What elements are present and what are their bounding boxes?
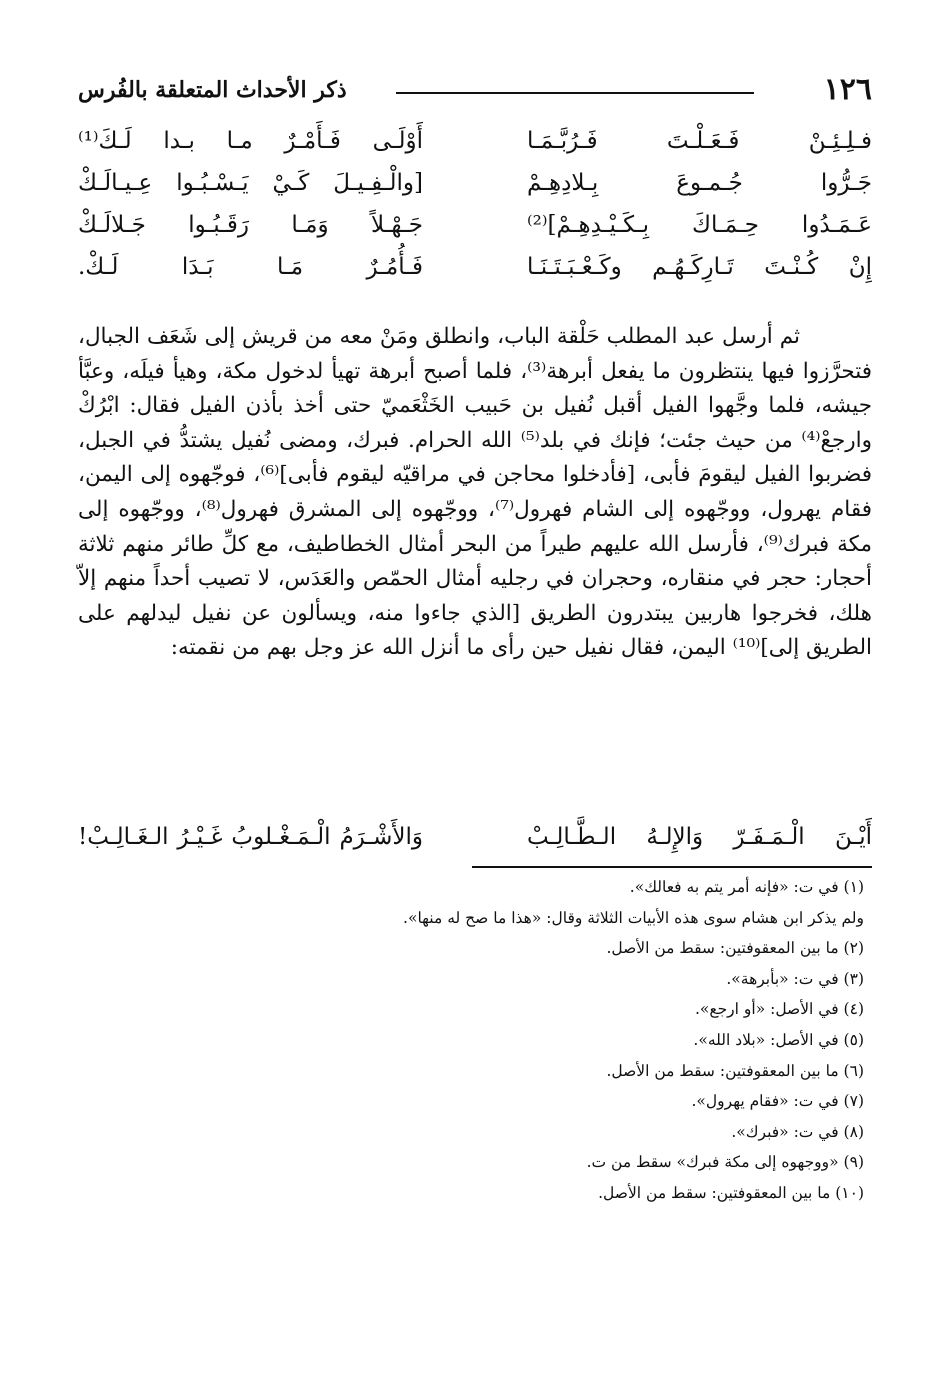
page-header [78, 70, 872, 110]
hemistich-first: فـلِـئِـنْ فَـعَـلْـتَ فَـرُبَّـمَـا [527, 128, 872, 154]
main-text [78, 320, 872, 666]
footnote-separator [472, 866, 872, 868]
footnote: (٣) في ت: «بأبرهة». [726, 969, 864, 988]
hemistich-second: أَوْلَـى فَـأَمْـرٌ مـا بـدا لَـكَ⁽¹⁾ [78, 128, 423, 154]
poem-verse [78, 246, 872, 288]
footnote: (٤) في الأصل: «أو ارجع». [694, 1000, 864, 1019]
paragraph: ثم أرسل عبد المطلب حَلْقة الباب، وانطلق ومَنْ معه من قريش إلى شَعَف الجبال، فتحرَّزوا فيها ينتظرون ما يفعل أبرهة⁽³⁾، فلما أصبح أبرهة تهيأ لدخول مكة، وهيأ فيلَه، وعبَّأ جيشه، فلما وجَّهوا الفيل أقبل نُفيل بن حَبيب الخَثْعَميّ حتى أخذ بأذن الفيل فقال: ابْرُكْ وارجعْ⁽⁴⁾ من حيث جئت؛ فإنك في بلد⁽⁵⁾ الله الحرام. فبرك، ومضى نُفيل يشتدُّ في الجبل، فضربوا الفيل ليقومَ فأبى، [فأدخلوا محاجن في مراقيّه ليقوم فأبى]⁽⁶⁾، فوجّهوه إلى اليمن، فقام يهرول، ووجّهوه إلى الشام فهرول⁽⁷⁾، ووجّهوه إلى المشرق فهرول⁽⁸⁾، ووجّهوه إلى مكة فبرك⁽⁹⁾، فأرسل الله عليهم طيراً من البحر أمثال الخطاطيف، مع كلِّ طائر منهم ثلاثة أحجار: حجر في منقاره، وحجران في رجليه أمثال الحمّص والعَدَس، لا تصيب أحداً منهم إلاّ هلك، فخرجوا هاربين يبتدرون الطريق [الذي جاءوا منه، ويسألون عن نفيل ليدلهم على الطريق إلى]⁽¹⁰⁾ اليمن، فقال نفيل حين رأى ما أنزل الله عز وجل بهم من نقمته: [78, 324, 872, 661]
page-number: ١٢٦ [823, 72, 872, 107]
poem-verse [78, 162, 872, 204]
hemistich-first: أَيْـنَ الْـمَـفَـرّ وَالإِلـهُ الـطَّـالِـبْ [527, 824, 872, 850]
footnote: (٢) ما بين المعقوفتين: سقط من الأصل. [606, 939, 864, 958]
footnote: ولم يذكر ابن هشام سوى هذه الأبيات الثلاثة وقال: «هذا ما صح له منها». [403, 908, 864, 927]
footnote: (٩) «ووجهوه إلى مكة فبرك» سقط من ت. [586, 1153, 864, 1172]
hemistich-second: [والْـفِـيـلَ كَـيْ يَـسْـبُـوا عِـيـالَـكْ [78, 170, 423, 196]
footnote: (٨) في ت: «فبرك». [731, 1122, 864, 1141]
footnote: (٦) ما بين المعقوفتين: سقط من الأصل. [606, 1061, 864, 1080]
poem-verse [78, 814, 872, 860]
closing-verse [78, 814, 872, 860]
footnote: (٧) في ت: «فقام يهرول». [691, 1092, 864, 1111]
poem-verse [78, 120, 872, 162]
footnote: (٥) في الأصل: «بلاد الله». [693, 1030, 864, 1049]
hemistich-second: جَـهْـلاً وَمَـا رَقَـبُـوا جَـلالَـكْ [78, 212, 423, 238]
poem [78, 120, 872, 288]
footnote: (١) في ت: «فإنه أمر يتم به فعالك». [629, 878, 864, 896]
hemistich-first: جَـرُّوا جُـمـوعَ بِـلادِهِـمْ [527, 170, 872, 196]
hemistich-second: وَالأَشْـرَمُ الْـمَـغْـلوبُ غَـيْـرُ الـغَـالِـبْ! [78, 824, 423, 850]
running-title: ذكر الأحداث المتعلقة بالفُرس [78, 77, 347, 103]
poem-verse [78, 204, 872, 246]
hemistich-second: فَـأُمُـرٌ مَـا بَـدَا لَـكْ. [78, 254, 423, 280]
footnotes [78, 872, 864, 1209]
hemistich-first: عَـمَـدُوا حِـمَـاكَ بِـكَـيْـدِهِـمْ]⁽²⁾ [527, 212, 872, 238]
header-rule [396, 92, 754, 94]
hemistich-first: إِنْ كُـنْـتَ تَـارِكَـهُـم وكَـعْـبَـتَـنَـا [527, 254, 872, 280]
footnote: (١٠) ما بين المعقوفتين: سقط من الأصل. [598, 1183, 864, 1202]
